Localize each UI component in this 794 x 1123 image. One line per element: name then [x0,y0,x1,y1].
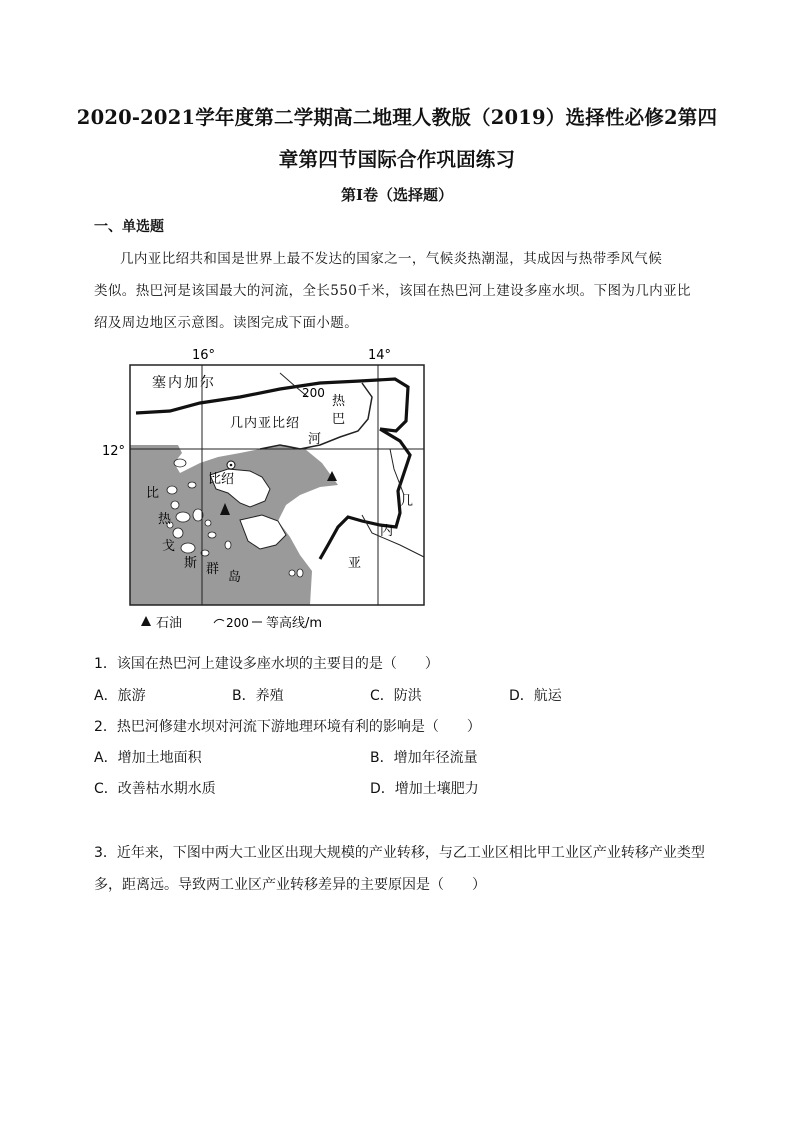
label-river-ba: 巴 [332,412,346,427]
label-lon-14: 14° [368,348,392,363]
label-arch-2: 热 [158,512,172,527]
label-arch-6: 岛 [228,570,242,585]
legend-oil-icon [141,616,151,626]
q1-option-b[interactable]: B．养殖 [232,688,284,704]
guinea-bissau-map [100,345,440,640]
intro-line-3: 绍及周边地区示意图。读图完成下面小题。 [94,315,359,331]
title-line-2: 章第四节国际合作巩固练习 [278,148,516,171]
title-line-1: 2020-2021学年度第二学期高二地理人教版（2019）选择性必修2第四 [76,106,718,129]
q1-option-c[interactable]: C．防洪 [370,688,422,704]
label-contour: 200 [302,386,325,400]
label-river-re: 热 [332,394,346,409]
label-arch-1: 比 [146,486,160,501]
legend-oil-label: 石油 [156,616,183,631]
question-1-stem: 1．该国在热巴河上建设多座水坝的主要目的是（ ） [94,656,439,672]
label-guinea-2: 内 [380,524,394,539]
label-arch-5: 群 [206,562,220,577]
label-river-he: 河 [308,432,322,447]
q2-option-c[interactable]: C．改善枯水期水质 [94,781,216,797]
intro-line-2: 类似。热巴河是该国最大的河流，全长550千米，该国在热巴河上建设多座水坝。下图为几内亚比 [94,283,691,299]
label-arch-3: 戈 [162,539,176,554]
q1-option-a[interactable]: A．旅游 [94,688,146,704]
label-senegal: 塞内加尔 [152,375,216,391]
q2-option-b[interactable]: B．增加年径流量 [370,750,478,766]
q1-option-d[interactable]: D．航运 [509,688,562,704]
label-guinea-bissau: 几内亚比绍 [230,416,301,431]
label-arch-4: 斯 [184,556,198,571]
section-heading: 一、单选题 [94,219,164,235]
label-bissau: 比绍 [208,472,235,487]
label-lat-12: 12° [102,444,126,459]
legend-contour-num: 200 [226,616,249,630]
question-3-stem-line-1: 3．近年来，下图中两大工业区出现大规模的产业转移，与乙工业区相比甲工业区产业转移产业类型 [94,845,705,861]
q2-option-d[interactable]: D．增加土壤肥力 [370,781,479,797]
question-3-stem-line-2: 多，距离远。导致两工业区产业转移差异的主要原因是（ ） [94,877,486,893]
q2-option-a[interactable]: A．增加土地面积 [94,750,202,766]
subtitle: 第I卷（选择题） [340,186,454,204]
intro-line-1: 几内亚比绍共和国是世界上最不发达的国家之一，气候炎热潮湿，其成因与热带季风气候 [120,251,663,267]
question-2-stem: 2．热巴河修建水坝对河流下游地理环境有利的影响是（ ） [94,719,481,735]
legend-contour-icon [214,619,224,623]
label-lon-16: 16° [192,348,216,363]
river-branch-3 [390,449,404,495]
label-guinea-1: 几 [400,494,414,509]
legend-contour-label: 等高线/m [266,616,323,631]
label-guinea-3: 亚 [348,556,362,571]
